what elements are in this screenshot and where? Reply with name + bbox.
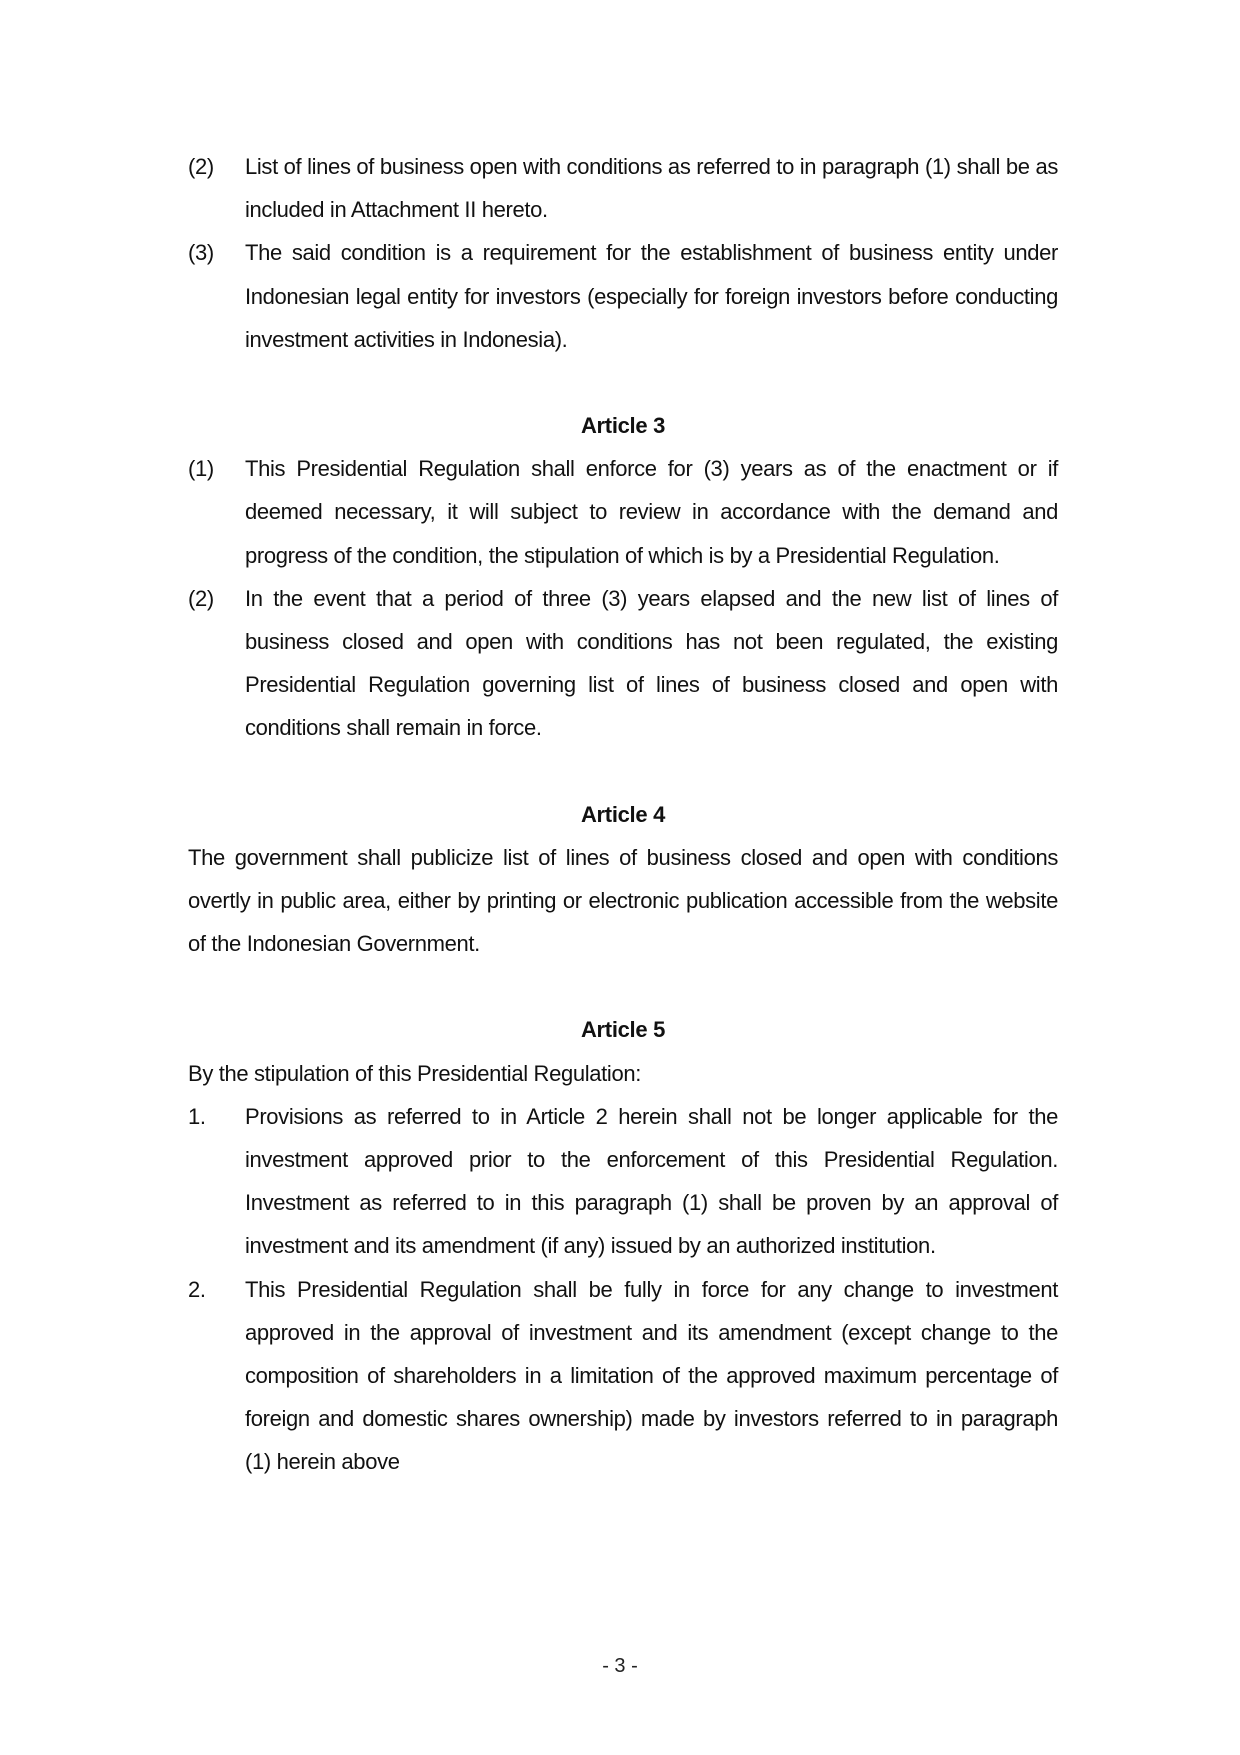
article3-heading: Article 3 [580,413,666,439]
paragraph-text: This Presidential Regulation shall enforce for (3) years as of the enactment or if deemed necessary, it will subject to review in accordance with the demand and progress of the condition, the stipulation of which is by a Presidential Regulation. [245,456,1058,568]
paragraph-number: (1) [188,456,214,482]
paragraph-text: The said condition is a requirement for the establishment of business entity under Indonesian legal entity for investors (especially for foreign investors before conducting investment activities in Indonesia). [245,240,1058,352]
list-number: 1. [188,1103,206,1129]
list-text: Provisions as referred to in Article 2 herein shall not be longer applicable for the investment approved prior to the enforcement of this Presidential Regulation. Investment as referred to in this paragraph (1) shall be proven by an approval of investment and its amendment (if any) issued by an authorized institution. [245,1103,1058,1259]
page-number: - 3 - [602,1655,638,1677]
list-text: This Presidential Regulation shall be fully in force for any change to investment approved in the approval of investment and its amendment (except change to the composition of shareholders in a limitation of the approved maximum percentage of foreign and domestic shares ownership) made by investors referred to in paragraph (1) herein above [245,1276,1058,1475]
article3-paragraph-2 [188,577,1058,750]
paragraph-number: (2) [188,585,214,611]
article5-item-2 [188,1268,1058,1484]
paragraph-number: (2) [188,154,214,179]
article5-heading: Article 5 [580,1017,666,1043]
article2-paragraph-3 [188,231,1058,361]
document-page [188,145,1058,1484]
paragraph-number: (3) [188,240,214,266]
paragraph-text: In the event that a period of three (3) years elapsed and the new list of lines of business closed and open with conditions has not been regulated, the existing Presidential Regulation governing list of lines of business closed and open with conditions shall remain in force. [245,585,1058,741]
article4-heading: Article 4 [580,801,666,827]
article3-paragraph-1 [188,447,1058,577]
list-number: 2. [188,1276,206,1302]
paragraph-text: List of lines of business open with conditions as referred to in paragraph (1) shall be as included in Attachment II hereto. [245,154,1058,223]
article4-body: The government shall publicize list of lines of business closed and open with conditions overtly in public area, either by printing or electronic publication accessible from the website of the Indonesian Government. [188,844,1058,957]
article2-paragraph-2 [188,145,1058,231]
article5-intro: By the stipulation of this Presidential Regulation: [188,1060,641,1086]
article5-item-1 [188,1095,1058,1268]
